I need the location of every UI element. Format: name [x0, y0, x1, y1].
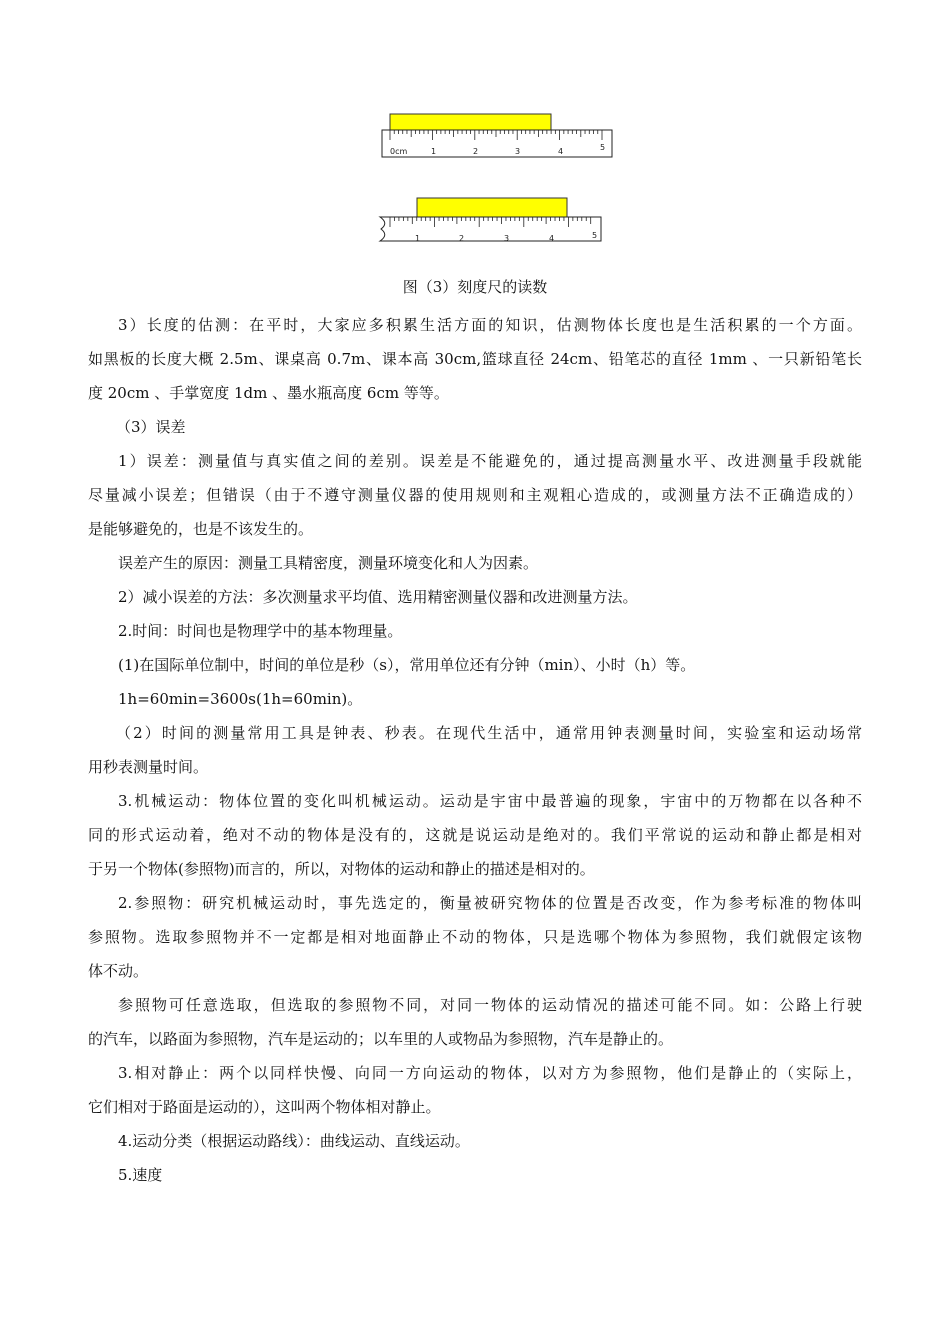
ruler-1-label-2: 2 — [473, 147, 479, 156]
ruler-2-label-5: 5 — [592, 231, 598, 240]
ruler-figure — [375, 108, 620, 248]
paragraph-reference-choice-line-1: 参照物可任意选取，但选取的参照物不同，对同一物体的运动情况的描述可能不同。如：公路上行驶 — [118, 996, 862, 1014]
ruler-2 — [380, 198, 601, 243]
ruler-1-label-5: 5 — [600, 143, 606, 152]
paragraph-time-conversion: 1h=60min=3600s(1h=60min)。 — [118, 690, 363, 708]
heading-speed: 5.速度 — [118, 1166, 163, 1184]
paragraph-error-reduction: 2）减小误差的方法：多次测量求平均值、选用精密测量仪器和改进测量方法。 — [118, 588, 638, 606]
paragraph-reference-choice-line-2: 的汽车，以路面为参照物，汽车是运动的；以车里的人或物品为参照物，汽车是静止的。 — [88, 1030, 674, 1048]
paragraph-reference-object-line-1: 2.参照物：研究机械运动时，事先选定的，衡量被研究物体的位置是否改变，作为参考标准的物体叫 — [118, 894, 862, 912]
ruler-1-label-4: 4 — [558, 147, 564, 156]
ruler-2-label-1: 1 — [415, 234, 421, 243]
paragraph-time-tools-line-2: 用秒表测量时间。 — [88, 758, 209, 776]
paragraph-error-def-line-1: 1）误差：测量值与真实值之间的差别。误差是不能避免的，通过提高测量水平、改进测量手段就能 — [118, 452, 862, 470]
paragraph-length-estimation-line-3: 度 20cm 、手掌宽度 1dm 、墨水瓶高度 6cm 等等。 — [88, 384, 449, 402]
ruler-2-label-2: 2 — [459, 234, 465, 243]
figure-caption: 图（3）刻度尺的读数 — [402, 278, 548, 296]
paragraph-length-estimation-line-2: 如黑板的长度大概 2.5m、课桌高 0.7m、课本高 30cm,篮球直径 24cm、铅笔芯的直径 1mm 、一只新铅笔长 — [88, 350, 862, 368]
heading-error: （3）误差 — [116, 418, 186, 436]
measured-object-bar-2 — [417, 198, 567, 217]
paragraph-mechanical-motion-line-3: 于另一个物体(参照物)而言的，所以，对物体的运动和静止的描述是相对的。 — [88, 860, 595, 878]
paragraph-error-def-line-3: 是能够避免的，也是不该发生的。 — [88, 520, 314, 538]
measured-object-bar-1 — [390, 114, 551, 130]
paragraph-error-def-line-2: 尽量减小误差；但错误（由于不遵守测量仪器的使用规则和主观粗心造成的，或测量方法不正确造成的） — [88, 486, 862, 504]
ruler-1 — [382, 114, 612, 157]
paragraph-reference-object-line-3: 体不动。 — [88, 962, 149, 980]
paragraph-motion-classification: 4.运动分类（根据运动路线）：曲线运动、直线运动。 — [118, 1132, 470, 1150]
paragraph-reference-object-line-2: 参照物。选取参照物并不一定都是相对地面静止不动的物体，只是选哪个物体为参照物，我们就假定该物 — [88, 928, 862, 946]
ruler-body-1 — [382, 130, 612, 157]
paragraph-error-causes: 误差产生的原因：测量工具精密度，测量环境变化和人为因素。 — [118, 554, 539, 572]
paragraph-time-units: (1)在国际单位制中，时间的单位是秒（s），常用单位还有分钟（min）、小时（h）等。 — [118, 656, 696, 674]
paragraph-time-tools-line-1: （2）时间的测量常用工具是钟表、秒表。在现代生活中，通常用钟表测量时间，实验室和运动场常 — [116, 724, 862, 742]
ruler-body-2-broken — [380, 217, 601, 241]
ruler-1-label-1: 1 — [431, 147, 437, 156]
ruler-2-label-4: 4 — [549, 234, 555, 243]
paragraph-relative-rest-line-2: 它们相对于路面是运动的），这叫两个物体相对静止。 — [88, 1098, 441, 1116]
ruler-1-label-3: 3 — [515, 147, 521, 156]
paragraph-mechanical-motion-line-1: 3.机械运动：物体位置的变化叫机械运动。运动是宇宙中最普遍的现象，宇宙中的万物都在以各种不 — [118, 792, 862, 810]
paragraph-mechanical-motion-line-2: 同的形式运动着，绝对不动的物体是没有的，这就是说运动是绝对的。我们平常说的运动和静止都是相对 — [88, 826, 862, 844]
paragraph-relative-rest-line-1: 3.相对静止：两个以同样快慢、向同一方向运动的物体，以对方为参照物，他们是静止的（实际上， — [118, 1064, 862, 1082]
ruler-1-label-0: 0cm — [390, 147, 408, 156]
paragraph-length-estimation-line-1: 3）长度的估测：在平时，大家应多积累生活方面的知识，估测物体长度也是生活积累的一个方面。 — [118, 316, 862, 334]
ruler-diagram — [375, 108, 620, 248]
ruler-2-label-3: 3 — [504, 234, 510, 243]
paragraph-time-intro: 2.时间：时间也是物理学中的基本物理量。 — [118, 622, 403, 640]
document-body — [88, 308, 862, 1192]
